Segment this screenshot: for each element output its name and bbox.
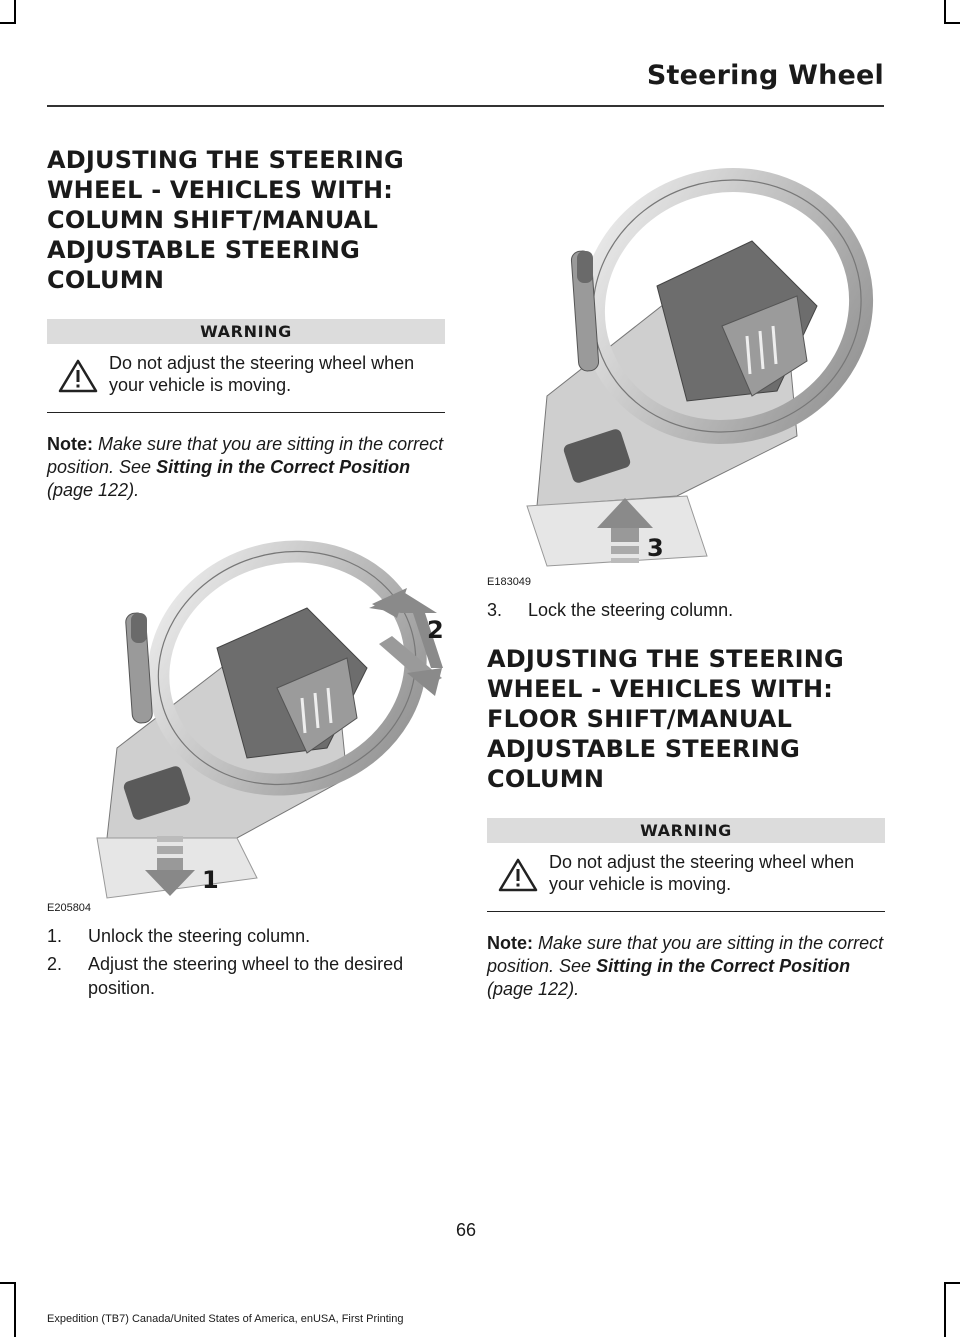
crop-mark <box>14 0 16 22</box>
page-title: Steering Wheel <box>646 60 884 91</box>
warning-header: WARNING <box>487 818 885 843</box>
section-heading-column-shift: ADJUSTING THE STEERING WHEEL - VEHICLES WITH: COLUMN SHIFT/MANUAL ADJUSTABLE STEERING COLUMN <box>47 146 404 294</box>
figure-code: E205804 <box>47 902 92 914</box>
edition-footer: Expedition (TB7) Canada/United States of America, enUSA, First Printing <box>47 1313 404 1325</box>
list-item: 2. Adjust the steering wheel to the desired position. <box>47 954 404 998</box>
warning-box <box>487 843 885 912</box>
note-page: (page 122). <box>47 480 140 500</box>
section-heading-floor-shift: ADJUSTING THE STEERING WHEEL - VEHICLES WITH: FLOOR SHIFT/MANUAL ADJUSTABLE STEERING COLUMN <box>487 645 844 793</box>
steps-list <box>487 598 885 622</box>
crop-mark <box>944 1282 960 1284</box>
crop-mark <box>944 22 960 24</box>
warning-box <box>47 344 445 413</box>
note <box>47 433 445 502</box>
warning-triangle-icon <box>497 857 539 893</box>
steering-wheel-illustration <box>47 518 445 914</box>
note-link[interactable]: Sitting in the Correct Position <box>156 457 411 477</box>
crop-mark <box>0 22 16 24</box>
steering-wheel-illustration <box>487 136 885 588</box>
page-number: 66 <box>455 1220 477 1240</box>
figure-steering-unlock <box>47 518 445 914</box>
warning-text: Do not adjust the steering wheel when your vehicle is moving. <box>549 852 855 894</box>
crop-mark <box>944 1282 946 1337</box>
left-column <box>47 145 445 1004</box>
steps-list <box>47 924 445 1000</box>
list-item: 3. Lock the steering column. <box>487 600 734 620</box>
note-text: Make sure that you are sitting in the correct position. See <box>487 933 884 976</box>
figure-code: E183049 <box>487 576 532 588</box>
crop-mark <box>14 1282 16 1337</box>
note-text: Make sure that you are sitting in the correct position. See <box>47 434 444 477</box>
note-page: (page 122). <box>487 979 580 999</box>
figure-steering-lock <box>487 136 885 588</box>
crop-mark <box>0 1282 16 1284</box>
list-item: 1. Unlock the steering column. <box>47 926 311 946</box>
right-column <box>487 0 885 1001</box>
callout-3: 3 <box>647 534 664 562</box>
warning-text: Do not adjust the steering wheel when your vehicle is moving. <box>109 353 415 395</box>
callout-1: 1 <box>202 866 219 894</box>
note-label: Note: <box>47 434 93 454</box>
warning-header: WARNING <box>47 319 445 344</box>
warning-triangle-icon <box>57 358 99 394</box>
note-link[interactable]: Sitting in the Correct Position <box>596 956 851 976</box>
callout-2: 2 <box>427 616 444 644</box>
note-label: Note: <box>487 933 533 953</box>
crop-mark <box>944 0 946 22</box>
note <box>487 932 885 1001</box>
